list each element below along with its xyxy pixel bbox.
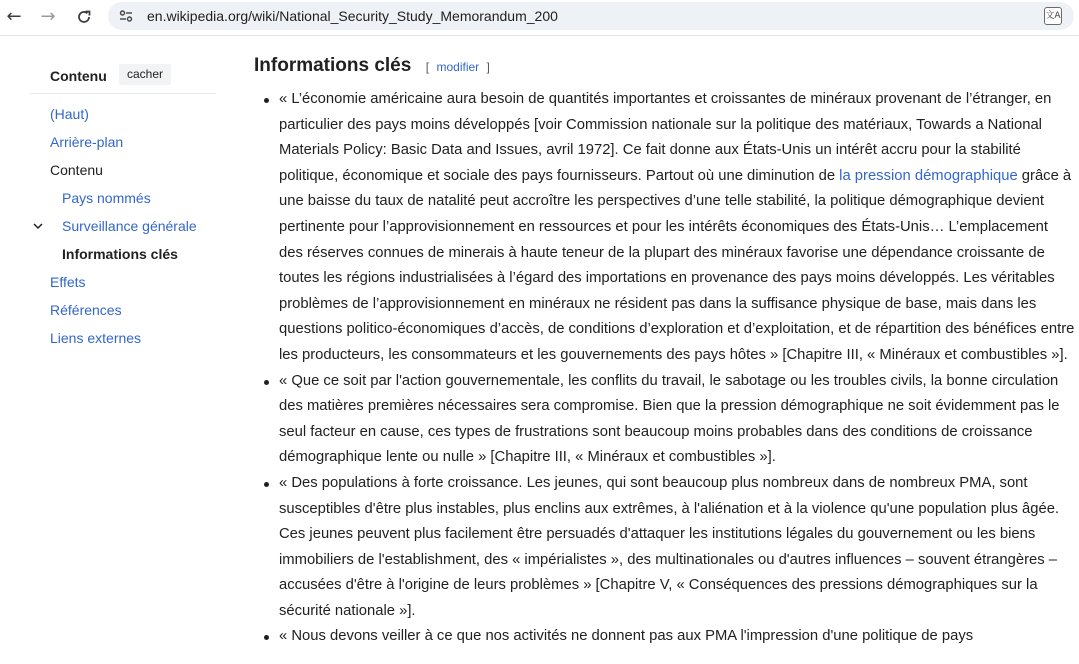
list-item <box>279 87 1075 369</box>
toc-item-key-information[interactable]: Informations clés <box>62 246 178 262</box>
toc-item-general-surveillance[interactable]: Surveillance générale <box>62 218 197 234</box>
toc-hide-button[interactable]: cacher <box>119 64 171 85</box>
chevron-down-icon[interactable] <box>33 221 43 231</box>
section-heading <box>254 55 490 77</box>
section-title: Informations clés <box>254 55 412 76</box>
population-pressure-link[interactable]: la pression démographique <box>839 167 1018 184</box>
toc-item-effects[interactable]: Effets <box>50 274 86 290</box>
toc-title: Contenu <box>50 68 107 84</box>
quote-list <box>279 87 1075 650</box>
arrow-right-icon[interactable]: → <box>40 6 56 27</box>
toc-item-references[interactable]: Références <box>50 302 122 318</box>
quote-text: « Nous devons veiller à ce que nos activités ne donnent pas aux PMA l'impression d'une politique de pays <box>279 628 974 645</box>
toc-item-named-countries[interactable]: Pays nommés <box>62 190 151 206</box>
arrow-left-icon[interactable]: ← <box>6 6 22 27</box>
bullet <box>264 380 269 385</box>
toc-item-content[interactable]: Contenu <box>50 162 103 178</box>
quote-text: grâce à une baisse du taux de natalité peut accroître les perspectives d’une telle stabilité, la politique démographique devient pertinente pour l’approvisionnement en ressources et pour les intérêts économiques des États-Unis… L’emplacement des réserves connues de minerais à haute teneur de la plupart des minéraux favorise une dépendance croissante de toutes les régions industrialisées à l’égard des importations en provenance des pays moins développés. Les véritables problèmes de l’approvisionnement en minéraux ne résident pas dans la suffisance physique de base, mais dans les questions politico-économiques d’accès, de conditions d’exploration et d’exploitation, et de répartition des bénéfices entre les producteurs, les consommateurs et les gouvernements des pays hôtes » [Chapitre III, « Minéraux et combustibles »]. <box>279 167 1075 363</box>
edit-link[interactable]: modifier <box>436 60 480 74</box>
address-bar[interactable] <box>108 2 1074 30</box>
bullet <box>264 635 269 640</box>
edit-bracket-open: [ <box>425 60 430 74</box>
toc-item-external-links[interactable]: Liens externes <box>50 330 142 346</box>
translate-icon[interactable]: 文A <box>1044 7 1062 25</box>
quote-text: « L’économie américaine aura besoin de quantités importantes et croissantes de minéraux provenant de l’étranger, en particulier des pays moins développés [voir Commission nationale sur la politique des matériaux, Towards a National Materials Policy: Basic Data and Issues, avril 1972]. Ce fait donne aux États-Unis un intérêt accru pour la stabilité politique, économique et sociale des pays fournisseurs. Partout où une diminution de <box>279 91 1052 184</box>
toc-item-top[interactable]: (Haut) <box>50 106 89 122</box>
reload-icon[interactable] <box>72 6 96 28</box>
list-item <box>279 471 1075 625</box>
browser-toolbar <box>0 0 1079 36</box>
toc-header <box>30 58 216 94</box>
site-info-icon[interactable] <box>118 8 134 24</box>
quote-text: « Que ce soit par l'action gouvernementale, les conflits du travail, le sabotage ou les troubles civils, la bonne circulation des matières premières nécessaires sera compromise. Bien que la pression démographique ne soit évidemment pas le seul facteur en cause, ces types de frustrations sont beaucoup moins probables dans des conditions de croissance démographique lente ou nulle » [Chapitre III, « Minéraux et combustibles »]. <box>279 372 1060 466</box>
edit-bracket-close: ] <box>486 60 490 74</box>
table-of-contents <box>30 58 216 346</box>
quote-text: « Des populations à forte croissance. Les jeunes, qui sont beaucoup plus nombreux dans de nombreux PMA, sont susceptibles d'être plus instables, plus enclins aux extrêmes, à l'aliénation et à la violence qu'une population plus âgée. Ces jeunes peuvent plus facilement être persuadés d'attaquer les institutions légales du gouvernement ou les biens immobiliers de l'establishment, des « impérialistes », des multinationales ou d'autres influences – souvent étrangères – accusées d'être à l'origine de leurs problèmes » [Chapitre V, « Conséquences des pressions démographiques sur la sécurité nationale »]. <box>279 474 1060 619</box>
url-text[interactable]: en.wikipedia.org/wiki/National_Security_Study_Memorandum_200 <box>147 8 558 24</box>
edit-section <box>426 60 490 74</box>
toc-item-background[interactable]: Arrière-plan <box>50 134 124 150</box>
bullet <box>264 98 269 103</box>
bullet <box>264 482 269 487</box>
list-item <box>279 369 1075 471</box>
list-item <box>279 624 1075 650</box>
article-content <box>279 87 1075 650</box>
